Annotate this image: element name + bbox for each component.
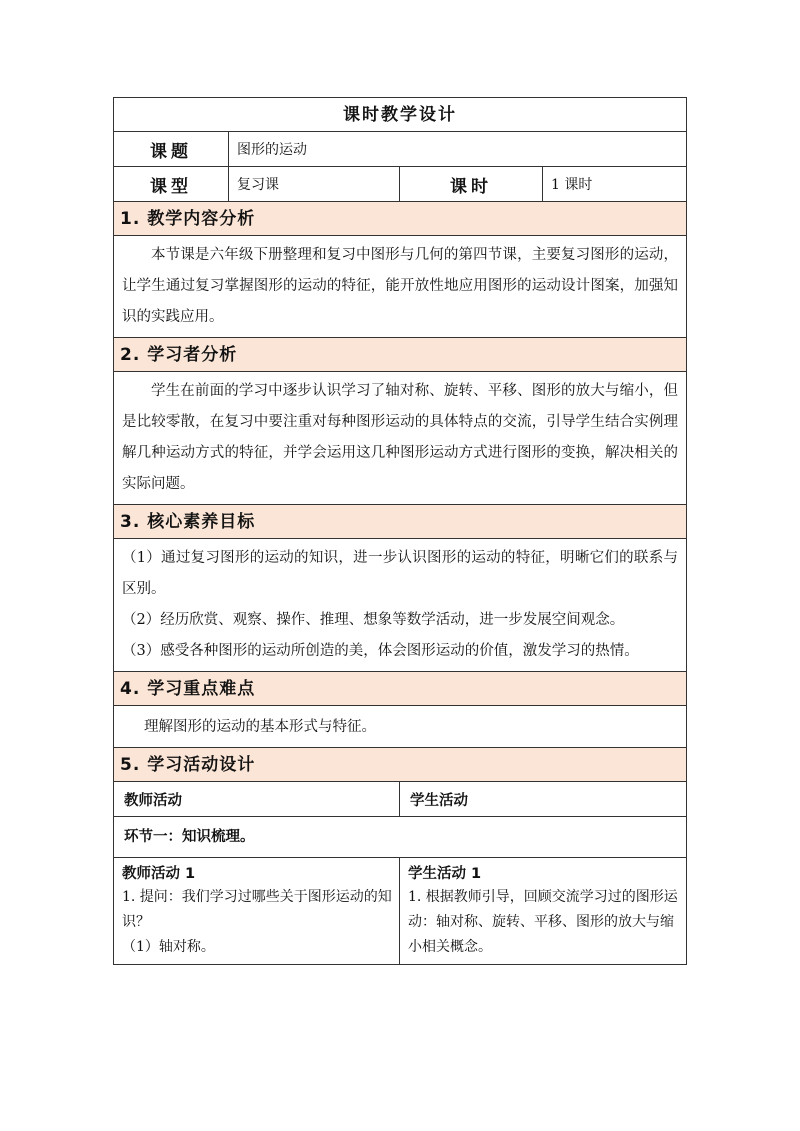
teacher-activity-title: 教师活动 1 xyxy=(122,866,196,882)
activity-row xyxy=(114,858,686,964)
topic-value: 图形的运动 xyxy=(237,142,307,158)
step-one-title: 环节一：知识梳理。 xyxy=(114,817,686,858)
hours-label: 课时 xyxy=(400,167,543,201)
learner-analysis-text: 学生在前面的学习中逐步认识学习了轴对称、旋转、平移、图形的放大与缩小，但是比较零散，在复习中要注重对每种图形运动的具体特点的交流，引导学生结合实例理解几种运动方式的特征，并学会运用这几种图形运动方式进行图形的变换，解决相关的实际问题。 xyxy=(114,372,686,505)
type-value: 复习课 xyxy=(229,167,400,201)
activity-column-header xyxy=(114,782,686,817)
teacher-activity-line: 1. 提问：我们学习过哪些关于图形运动的知识？ xyxy=(122,889,392,930)
focus-text: 理解图形的运动的基本形式与特征。 xyxy=(114,706,686,748)
goal-item: （3）感受各种图形的运动所创造的美，体会图形运动的价值，激发学习的热情。 xyxy=(122,643,639,659)
student-column-label: 学生活动 xyxy=(410,792,468,809)
student-activity-title: 学生活动 1 xyxy=(408,866,482,882)
section-heading-learner: 2. 学习者分析 xyxy=(114,338,686,372)
student-activity-text: 1. 根据教师引导，回顾交流学习过的图形运动：轴对称、旋转、平移、图形的放大与缩小相关概念。 xyxy=(408,889,678,955)
lesson-design-table xyxy=(113,97,687,965)
teacher-activity-line: （1）轴对称。 xyxy=(122,939,215,955)
doc-title: 课时教学设计 xyxy=(114,98,686,132)
teacher-column-label: 教师活动 xyxy=(114,782,400,816)
section-heading-goals: 3. 核心素养目标 xyxy=(114,505,686,539)
teacher-activity-cell xyxy=(114,858,400,964)
content-analysis-text: 本节课是六年级下册整理和复习中图形与几何的第四节课，主要复习图形的运动，让学生通过复习掌握图形的运动的特征，能开放性地应用图形的运动设计图案，加强知识的实践应用。 xyxy=(114,236,686,338)
topic-row xyxy=(114,132,686,167)
goal-item: （2）经历欣赏、观察、操作、推理、想象等数学活动，进一步发展空间观念。 xyxy=(122,612,625,628)
student-activity-cell xyxy=(400,858,686,964)
goals-list xyxy=(114,539,686,672)
topic-label: 课题 xyxy=(114,132,229,166)
section-heading-activities: 5. 学习活动设计 xyxy=(114,748,686,782)
type-label: 课型 xyxy=(114,167,229,201)
type-row xyxy=(114,167,686,202)
section-heading-focus: 4. 学习重点难点 xyxy=(114,672,686,706)
section-heading-content: 1. 教学内容分析 xyxy=(114,202,686,236)
goal-item: （1）通过复习图形的运动的知识，进一步认识图形的运动的特征，明晰它们的联系与区别。 xyxy=(122,550,678,597)
hours-value: 1 课时 xyxy=(551,177,593,193)
